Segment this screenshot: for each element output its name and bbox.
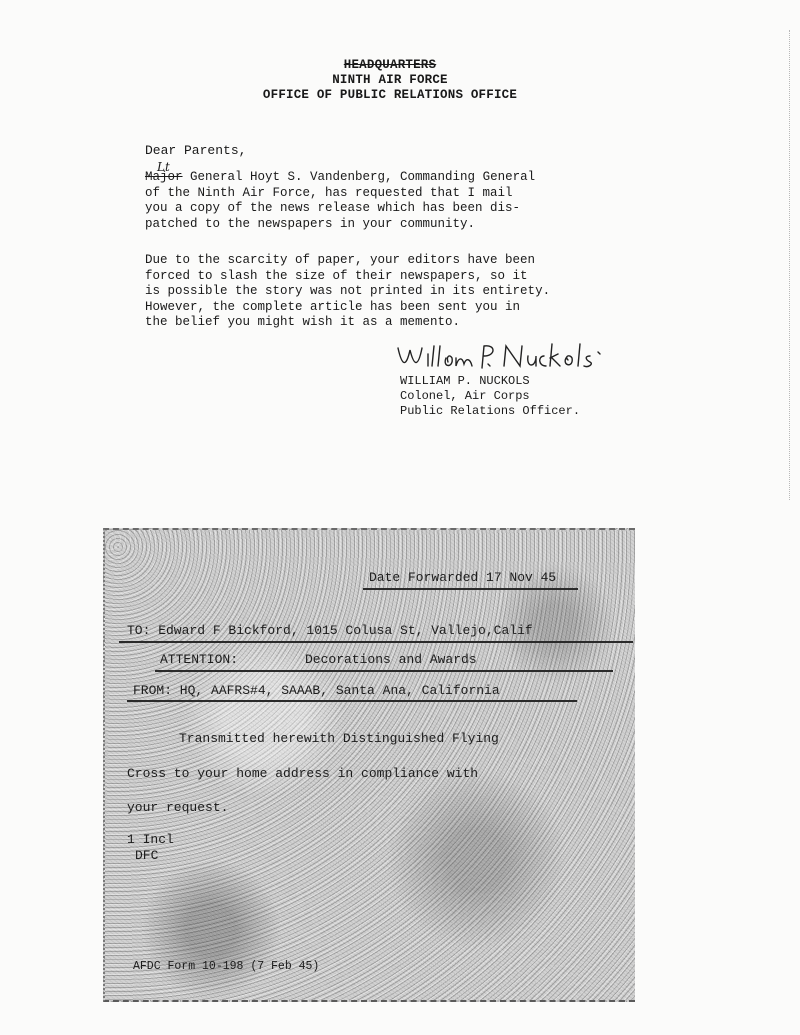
paragraph-2-line1: Due to the scarcity of paper, your editors have been: [145, 253, 536, 267]
scan-edge-marks: [787, 30, 790, 500]
body-line-2: Cross to your home address in compliance with: [127, 766, 479, 781]
salutation: Dear Parents,: [145, 143, 247, 158]
handwritten-signature: [392, 338, 642, 374]
form-number: AFDC Form 10-198 (7 Feb 45): [133, 960, 320, 973]
date-forwarded: Date Forwarded 17 Nov 45: [369, 570, 557, 585]
letterhead-line1: HEADQUARTERS: [343, 58, 437, 72]
paragraph-2-line5: the belief you might wish it as a memento.: [145, 315, 461, 329]
signer-name: WILLIAM P. NUCKOLS: [400, 374, 530, 388]
attention-value: Decorations and Awards: [305, 652, 477, 667]
paragraph-1-line1-rest: General Hoyt S. Vandenberg, Commanding General: [182, 170, 536, 184]
paragraph-1-line4: patched to the newspapers in your community.: [145, 216, 476, 231]
from-underline: [127, 700, 577, 702]
to-underline: [119, 641, 633, 643]
paragraph-2-line3: is possible the story was not printed in its entirety.: [145, 284, 551, 298]
body-line-1: Transmitted herewith Distinguished Flying: [179, 731, 499, 746]
body-line-3: your request.: [127, 800, 229, 815]
signer-rank: Colonel, Air Corps: [400, 389, 530, 403]
handwritten-correction: Lt: [157, 160, 170, 174]
enclosure-item: DFC: [135, 848, 159, 863]
transmittal-form: [103, 528, 635, 1002]
paragraph-2-line2: forced to slash the size of their newspapers, so it: [145, 268, 528, 283]
struck-word: Major: [145, 170, 183, 184]
attention-label: ATTENTION:: [160, 652, 239, 667]
enclosure-count: 1 Incl: [127, 832, 174, 847]
paragraph-2-line4: However, the complete article has been sent you in: [145, 299, 521, 314]
paragraph-1: [145, 160, 605, 232]
date-underline: [363, 588, 578, 590]
letterhead: [230, 58, 550, 103]
paragraph-1-line2: of the Ninth Air Force, has requested that I mail: [145, 185, 513, 200]
letterhead-line2: NINTH AIR FORCE: [332, 73, 448, 87]
letterhead-line3: OFFICE OF PUBLIC RELATIONS OFFICE: [262, 88, 518, 102]
signer-title: Public Relations Officer.: [400, 404, 581, 418]
from-line: FROM: HQ, AAFRS#4, SAAAB, Santa Ana, California: [133, 683, 500, 698]
paragraph-1-line3: you a copy of the news release which has been dis-: [145, 201, 521, 215]
to-line: TO: Edward F Bickford, 1015 Colusa St, Vallejo,Calif: [127, 623, 533, 638]
paragraph-2: [145, 253, 605, 331]
attention-underline: [155, 670, 613, 672]
corrected-rank: [145, 160, 183, 184]
signature-block: [400, 374, 580, 419]
